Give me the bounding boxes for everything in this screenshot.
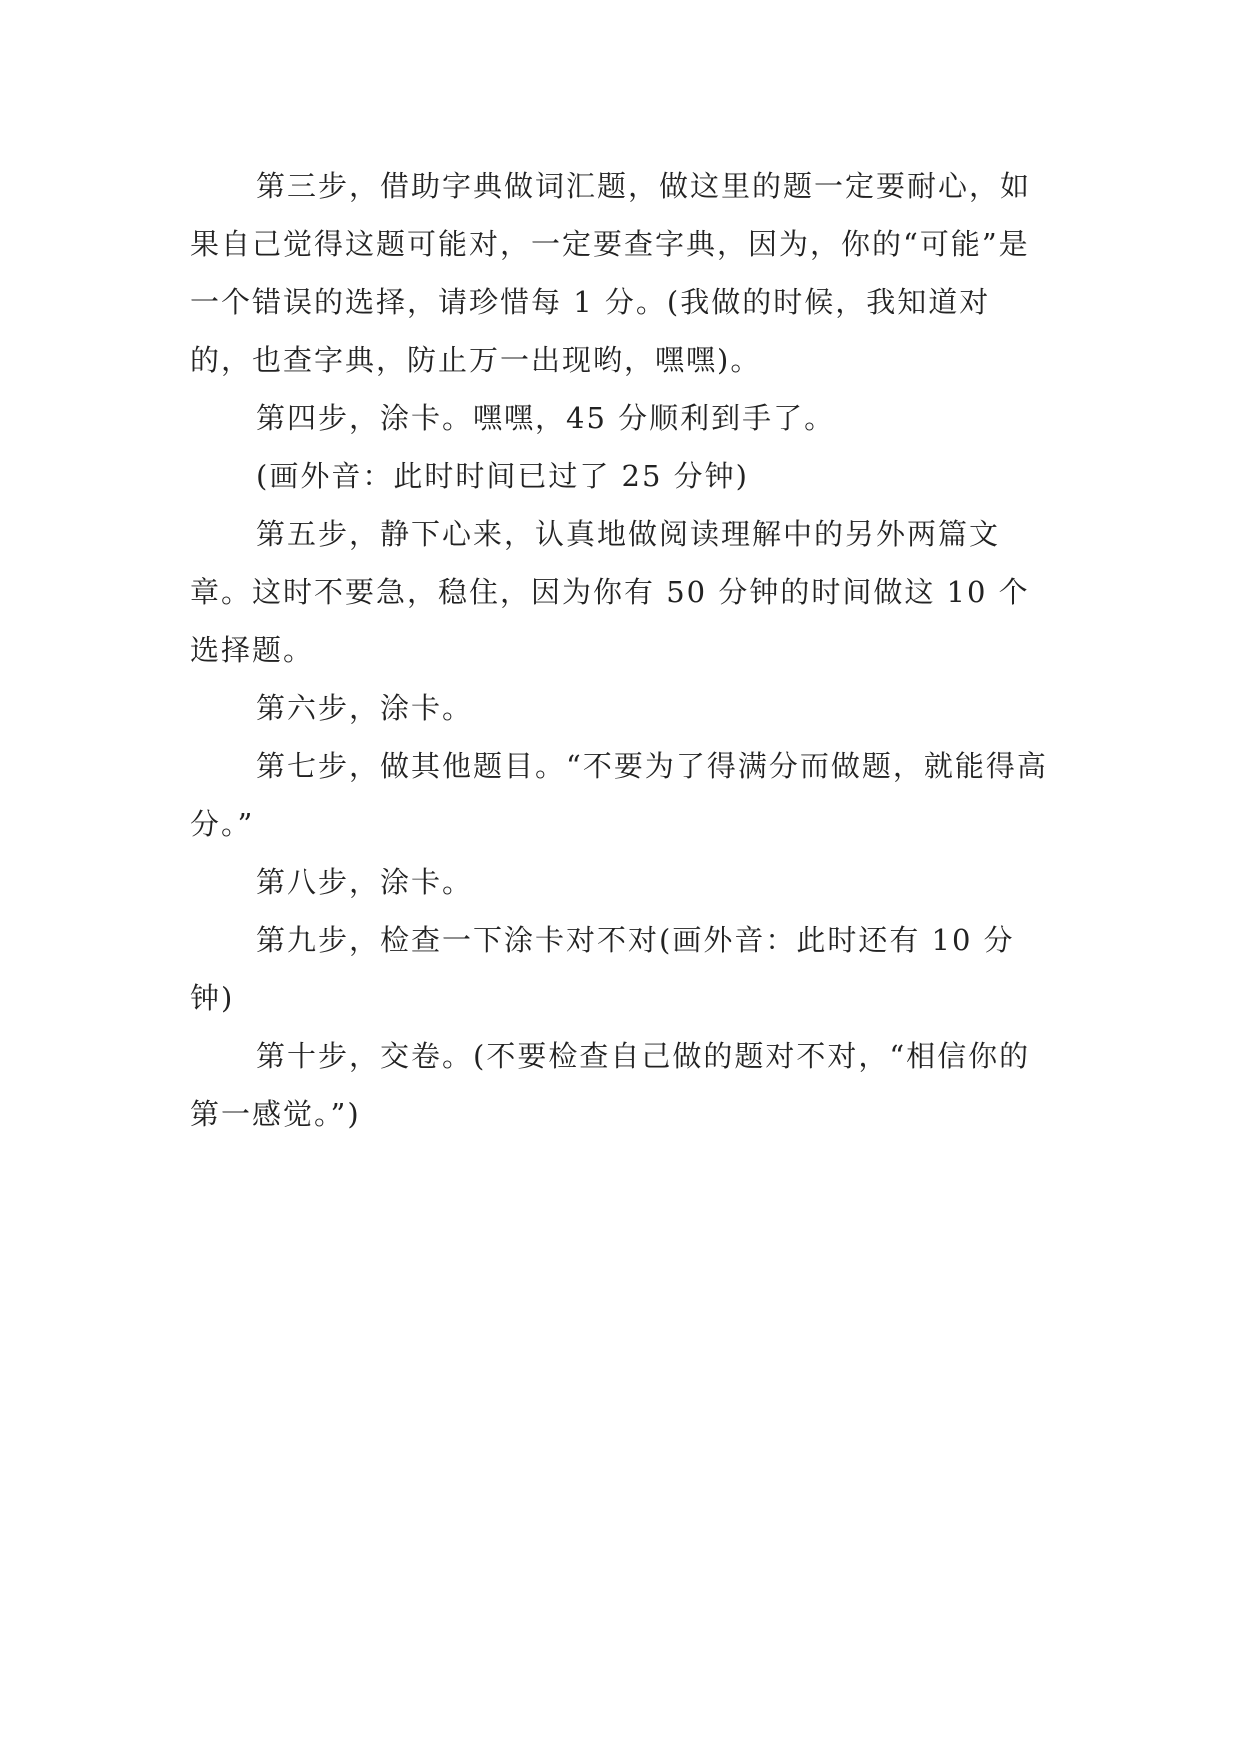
document-body	[190, 157, 1050, 1143]
paragraph-step-6: 第六步，涂卡。	[256, 691, 474, 725]
paragraph-step-10: 第十步，交卷。(不要检查自己做的题对不对，“相信你的第一感觉。”)	[190, 1039, 1031, 1131]
paragraph-voiceover-1: (画外音：此时时间已过了 25 分钟)	[256, 459, 749, 493]
paragraph-step-9: 第九步，检查一下涂卡对不对(画外音：此时还有 10 分钟)	[190, 923, 1015, 1015]
paragraph-step-3: 第三步，借助字典做词汇题，做这里的题一定要耐心，如果自己觉得这题可能对，一定要查字典，因为，你的“可能”是一个错误的选择，请珍惜每 1 分。(我做的时候，我知道对的，也查字典，防止万一出现哟，嘿嘿)。	[190, 169, 1032, 377]
paragraph-step-4: 第四步，涂卡。嘿嘿，45 分顺利到手了。	[256, 401, 836, 435]
paragraph-step-7: 第七步，做其他题目。“不要为了得满分而做题，就能得高分。”	[190, 749, 1048, 841]
paragraph-step-8: 第八步，涂卡。	[256, 865, 474, 899]
paragraph-step-5: 第五步，静下心来，认真地做阅读理解中的另外两篇文章。这时不要急，稳住，因为你有 50 分钟的时间做这 10 个选择题。	[190, 517, 1030, 667]
